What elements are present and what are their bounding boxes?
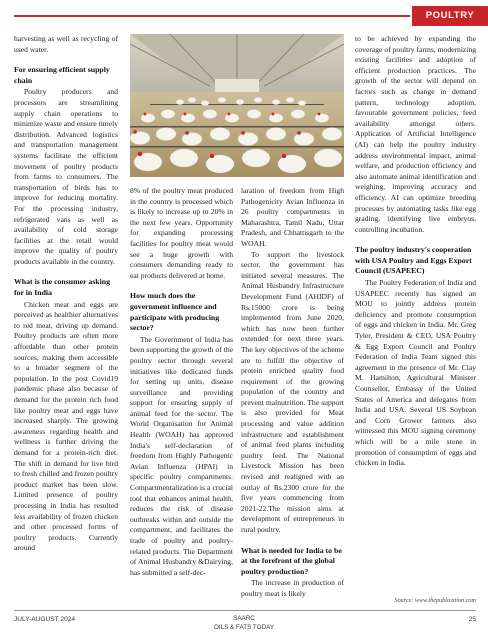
subheading: What is the consumer asking for in India	[14, 277, 111, 298]
subheading: The poultry industry's cooperation with USA Poultry and Eggs Export Council (USAPEEC)	[355, 245, 472, 276]
page-number: 25	[468, 616, 476, 623]
paragraph: harvesting as well as recycling of used water.	[14, 34, 118, 54]
source-credit: Source: www.thepublication.com	[394, 597, 476, 604]
paragraph: The increase in production of poultry meat is likely	[241, 578, 344, 598]
column-2	[130, 186, 233, 578]
poultry-farm-photo	[130, 34, 344, 177]
header-rule	[14, 15, 410, 17]
magazine-name-line2: OILS & FATS TODAY	[213, 623, 275, 631]
paragraph: laration of freedom from High Pathogenicity Avian Influenza in 26 poultry compartments in Maharashtra, Tamil Nadu, Uttar Pradesh, and Chhattisgarh to the WOAH.	[241, 186, 344, 248]
issue-date: JULY-AUGUST 2024	[14, 616, 76, 623]
column-4	[355, 34, 476, 469]
paragraph: The Poultry Federation of India and USAPEEC recently has signed an MOU to jointly address protein deficiency and promote consumption of eggs and chicken in India. Mr. Greg Tyler, President & CEO, USA Poultry & Egg Export Council and Poultry Federation of India Team signed this agreement in the presence of Mr. Clay M. Hamilton, Agricultural Minister Counsellor, Embassy of the United States of America and delegates from India and USA. Several US Soybean and Corn Grower farmers also witnessed this MOU signing ceremony which will be a mile stone in promotion of consumption of eggs and chicken in India.	[355, 278, 476, 468]
magazine-name-line1: SAARC	[233, 615, 255, 622]
poultry-farm-illustration	[130, 34, 344, 177]
paragraph: to be achieved by expanding the coverage of poultry farms, modernizing existing facilities and adoption of efficient production practices. The growth of the sector will depend on factors such as change in demand pattern, technology adoption, favourable government policies, feed availability amongst others. Application of Artificial Intelligence (AI) can help the poultry industry address environmental impact, animal welfare, and production efficiency and also automate animal identification and weighing, improving accuracy and efficiency. AI can optimize breeding processes by automating tasks like egg grading, identifying live embryos, controlling incubation.	[355, 34, 476, 234]
column-1	[14, 34, 118, 554]
subheading: For ensuring efficient supply chain	[14, 65, 110, 85]
paragraph: Chicken meat and eggs are perceived as healthier alternatives to red meat, driving up demand. Poultry products are often more affordable than other protein sources, making them accessible to a broader segment of the population. In the post Covid19 pandemic phase also because of demand for the protein rich food like poultry meat and eggs have increased sharply. The growing awareness regarding health and wellness is further driving the demand for a protein-rich diet. The shift in demand for live bird to fresh chilled and frozen poultry product market has been slow. Limited presence of poultry processing in India has resulted less availability of frozen chicken and other processed forms of poultry products. Currently around	[14, 299, 118, 553]
column-3	[241, 186, 344, 600]
page-footer	[0, 610, 488, 640]
subheading: How much does the government influence and participate with producing sector?	[130, 291, 220, 333]
magazine-name	[200, 615, 288, 632]
footer-rule	[14, 610, 476, 611]
paragraph: Poultry producers and processors are streamlining supply chain operations to minimize waste and ensure timely distribution. Advanced logistics and transportation management systems facilitate the efficient movement of poultry products from farms to consumers. The transportation of birds has to improve for reducing mortality. For the processing industry, refrigerated vans as well as availability of cold storage facilities at the retail would improve the quality of poultry products available in the country.	[14, 87, 118, 266]
paragraph: To support the livestock sector, the government has initiated several measures. The Animal Husbandry Infrastructure Development Fund (AHIDF) of Rs.15000 crore is being implemented from June 2020, which has now been further extended for next three years. The key objectives of the scheme are to fulfill the objective of protein enriched quality food requirement of the growing population of the country and prevent malnutrition. The support is also provided for Meat processing and value addition infrastructure and establishment of animal feed plants including poultry feed. The National Livestock Mission has been revised and realigned with an outlay of Rs.2300 crore for the five years commencing from 2021-22.The mission aims at development of entrepreneurs in rural poultry.	[241, 249, 344, 534]
paragraph: The Government of India has been supporting the growth of the poultry sector through several initiatives like dedicated funds for setting up units, disease surveillance and providing support for ensuring supply of animal feed for the sector. The World Organisation for Animal Health (WOAH) has approved India's self-declaration of freedom from Highly Pathogenic Avian Influenza (HPAI) in specific poultry compartments. Compartmentalization is a crucial tool that enhances animal health, reduces the risk of disease outbreaks within and outside the compartment, and facilitates the trade of poultry and poultry-related products. The Department of Animal Husbandry &Dairying, has submitted a self-dec-	[130, 334, 233, 577]
section-tab: POULTRY	[412, 6, 488, 26]
subheading: What is needed for India to be at the forefront of the global poultry production?	[241, 545, 342, 576]
page-header	[0, 0, 488, 30]
paragraph: 8% of the poultry meat produced in the country is processed which is likely to increase up to 20% in the next few years. Opportunity for expanding processing facilities for poultry meat would see a huge growth with consumers demanding ready to eat products delivered at home.	[130, 186, 233, 280]
